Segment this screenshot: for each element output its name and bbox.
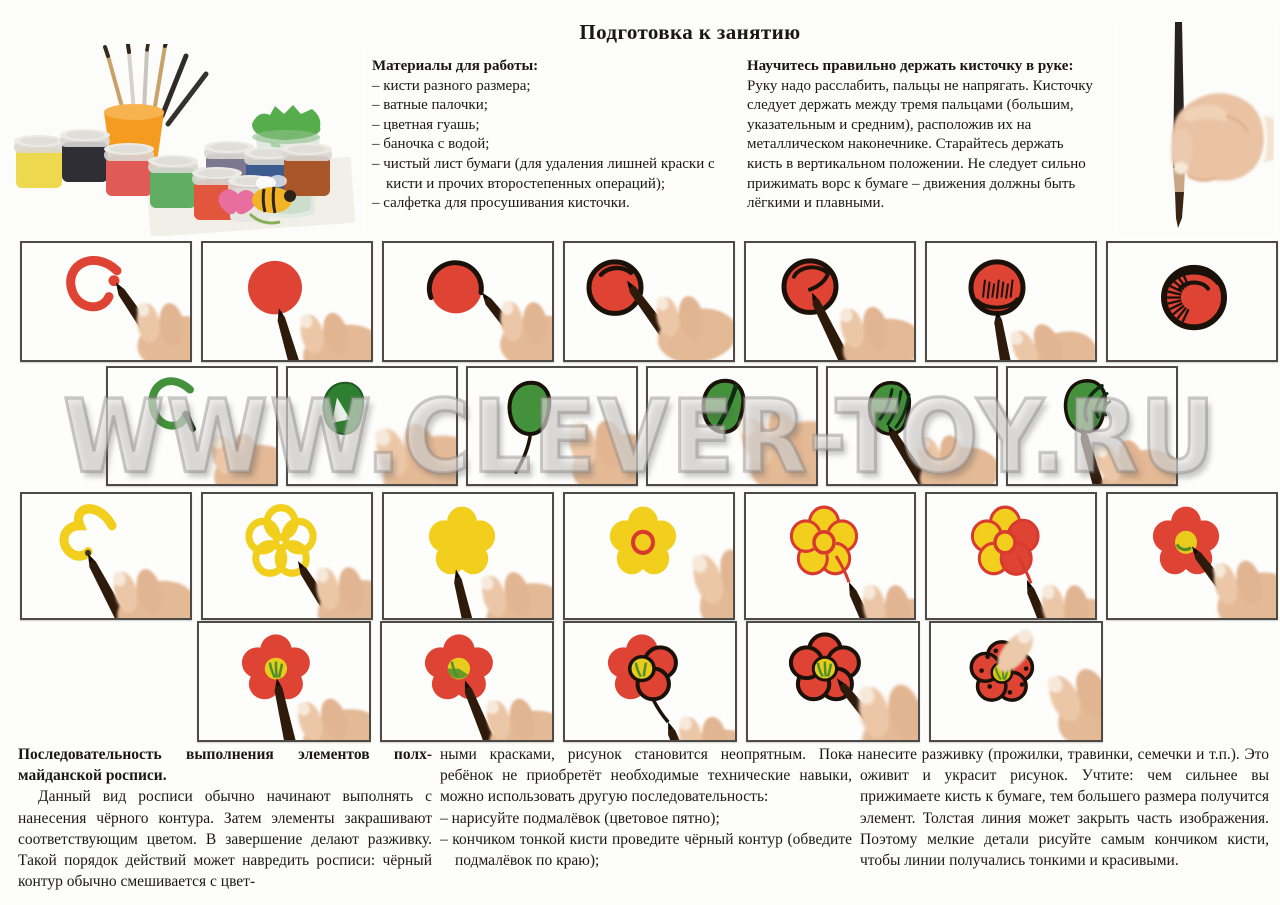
sequence-paragraph-1: Данный вид росписи обычно начинают выполнять с нанесения чёрного контура. Затем элементы закрашивают соответствующим цветом. В завершение делают разживку. Такой порядок действий может навредить росписи: чёрный контур обычно смешивается с цвет-: [18, 788, 432, 891]
brush-hold-section: [747, 57, 1097, 214]
leaf-veins-photo: [826, 366, 998, 486]
materials-item: – кисти разного размера;: [372, 77, 531, 94]
sequence-column-3: [845, 744, 1269, 871]
leaf-stroke-photo: [106, 366, 278, 486]
gouache-jar: [14, 135, 64, 188]
sequence-step-item: – нарисуйте подмалёвок (цветовое пятно);: [440, 809, 720, 827]
materials-item: – салфетка для просушивания кисточки.: [372, 195, 630, 212]
materials-item: – цветная гуашь;: [372, 116, 480, 133]
berry-inner-arc-photo: [744, 241, 916, 362]
page-title: Подготовка к занятию: [579, 20, 801, 44]
materials-heading: Материалы для работы:: [372, 58, 539, 74]
flower-outline-black-photo: [746, 621, 920, 742]
sequence-column-2: [440, 744, 852, 871]
hand-holding-brush-photo: [1118, 20, 1274, 234]
leaf-outline-photo: [466, 366, 638, 486]
red-flower-finishing-steps-row: [197, 621, 1103, 742]
brush-hold-heading: Научитесь правильно держать кисточку в руке:: [747, 58, 1074, 74]
berry-steps-row: [20, 241, 1278, 362]
berry-outline-begin-photo: [382, 241, 554, 362]
materials-section: [372, 57, 717, 214]
flower-seed-strokes-photo: [197, 621, 371, 742]
gouache-jar: [104, 143, 154, 196]
materials-item: – баночка с водой;: [372, 136, 490, 153]
flower-center-photo: [563, 492, 735, 620]
leaf-fill-photo: [286, 366, 458, 486]
sequence-step-item: – нанесите разживку (прожилки, травинки, семечки и т.п.). Это оживит и украсит рисунок. Учтите: чем сильнее вы прижимаете кисть к бумаге, тем большего размера получится элемент. Толстая линия может закрыть часть изображения. Поэтому мелкие детали рисуйте самым кончиком кисти, чтобы линии получались тонкими и красивыми.: [845, 746, 1269, 870]
berry-outline-photo: [563, 241, 735, 362]
brush-hold-text: Руку надо расслабить, пальцы не напрягать. Кисточку следует держать между тремя пальцами (большим, указательным и средним), расположив их на металлическом наконечнике. Старайтесь держать кисть в вертикальном положении. Не следует сильно прижимать ворс к бумаге – движения должны быть лёгкими и плавными.: [747, 77, 1093, 212]
flower-red-photo: [1106, 492, 1278, 620]
sequence-step-item: – кончиком тонкой кисти проведите чёрный контур (обведите подмалёвок по краю);: [440, 830, 852, 870]
gouache-jar: [148, 155, 198, 208]
flower-dots-photo: [929, 621, 1103, 742]
watermark: WWW.CLEVER-TOY.RU: [63, 378, 1217, 496]
flower-half-red-photo: [925, 492, 1097, 620]
paints-and-brushes-photo: [8, 44, 362, 236]
flower-stroke-photo: [20, 492, 192, 620]
berry-fill-photo: [201, 241, 373, 362]
berry-done-photo: [1106, 241, 1278, 362]
flower-outline-photo: [201, 492, 373, 620]
gouache-jar: [60, 129, 110, 182]
flower-outline-black-begin-photo: [563, 621, 737, 742]
yellow-flower-steps-row: [20, 492, 1278, 620]
leaf-done-photo: [1006, 366, 1178, 486]
flower-outline-red-photo: [744, 492, 916, 620]
sequence-paragraph-2: ными красками, рисунок становится неопрятным. Пока ребёнок не приобретёт необходимые технические навыки, можно использовать другую последовательность:: [440, 746, 852, 806]
flower-seed-photo: [380, 621, 554, 742]
materials-item: – чистый лист бумаги (для удаления лишней краски с кисти и прочих второстепенных операций);: [372, 155, 715, 192]
berry-hatch-photo: [925, 241, 1097, 362]
sequence-column-1: [18, 744, 432, 892]
gouache-jar: [282, 143, 332, 196]
leaf-steps-row: [106, 366, 1178, 486]
sequence-heading: Последовательность выполнения элементов полх-майданской росписи.: [18, 746, 432, 785]
berry-stroke-photo: [20, 241, 192, 362]
flower-fill-photo: [382, 492, 554, 620]
materials-item: – ватные палочки;: [372, 97, 488, 114]
leaf-vein-photo: [646, 366, 818, 486]
